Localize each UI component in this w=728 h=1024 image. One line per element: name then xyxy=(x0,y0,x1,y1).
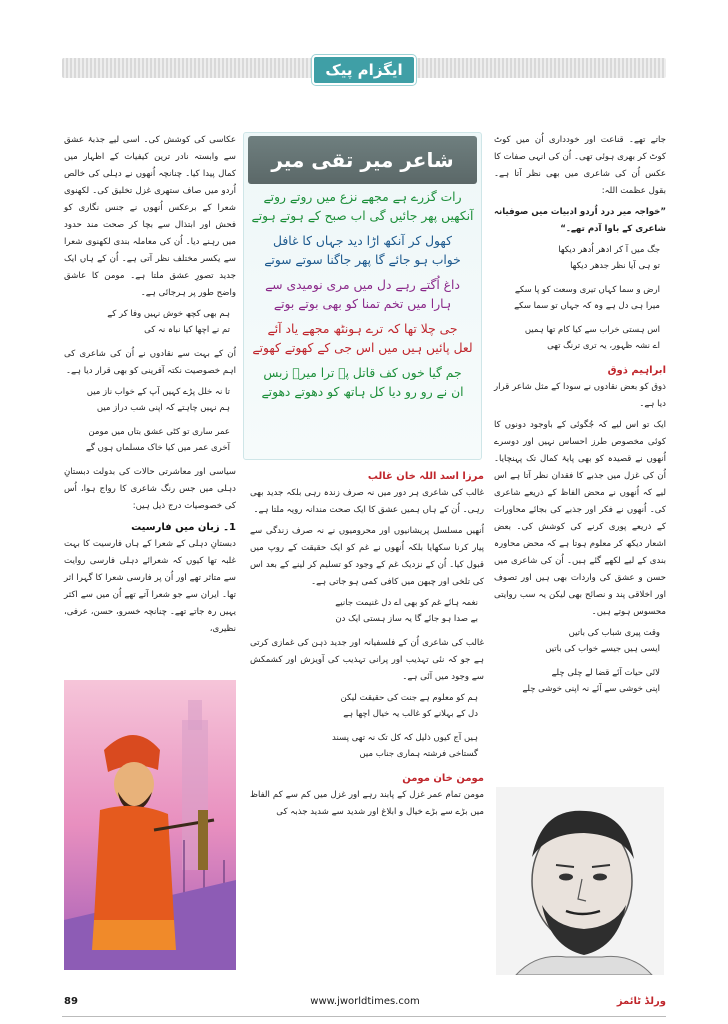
poem-line: ان نے رو رو دیا کل ہاتھ کو دھوتے دھوتے xyxy=(261,385,464,399)
paragraph: ذوق کو بعض نقادوں نے سودا کے مثل شاعر قرار دیا ہے۔ xyxy=(494,382,666,409)
verse-line: عمر ساری تو کٹی عشق بتاں میں مومن xyxy=(88,427,230,437)
verse-line: اے نشہ ظہور، یہ تری ترنگ تھی xyxy=(547,341,660,351)
verse-line: نغمہ ہائے غم کو بھی اے دل غنیمت جانیے xyxy=(335,598,478,608)
section-heading: مرزا اسد اللہ خان غالب xyxy=(367,471,484,482)
poem-line: کھول کر آنکھ اڑا دید جہاں کا غافل xyxy=(273,234,452,248)
verse-block xyxy=(494,282,666,314)
verse-line: تا نہ خلل پڑے کہیں آپ کے خواب ناز میں xyxy=(86,387,230,397)
quote: ”خواجہ میر درد اُردو ادبیات میں صوفیانہ شاعری کے باوا آدم تھے۔“ xyxy=(494,207,666,234)
verse-block xyxy=(250,595,484,627)
middle-column xyxy=(250,468,484,825)
verse-line: ہم بھی کچھ خوش نہیں وفا کر کے xyxy=(107,309,230,319)
verse-line: ہیں آج کیوں ذلیل کہ کل تک نہ تھی پسند xyxy=(332,733,478,743)
sub-heading: 1۔ زبان میں فارسیت xyxy=(131,522,236,533)
poem-lines xyxy=(248,184,477,402)
poem-line: لعل پائیں ہیں میں اس جی کے کھوتے کھوتے xyxy=(252,341,473,355)
paragraph: غالب کی شاعری اُن کے فلسفیانہ اور جدید ذہن کی غمازی کرتی ہے جو کہ نئی تہذیب اور پرانی تہذیب کی آویزش اور کشمکش سے وجود میں آئی ہے۔ xyxy=(250,638,484,682)
verse-line: دل کے بہلانے کو غالب یہ خیال اچھا ہے xyxy=(343,709,478,719)
paragraph: دبستانِ دہلی کے شعرا کے ہاں فارسیت کا بہت غلبہ تھا کیوں کہ شعرائے دہلی فارسی روایت سے متاثر تھے اور اُن پر فارسی شعرا کا گہرا اثر تھا۔ ایران سے جو شعرا آتے تھے اُن میں سے اکثر یہیں رہ جاتے تھے۔ چنانچہ خسرو، حسن، عرفی، نظیری، xyxy=(64,539,236,634)
poem-title: شاعر میر تقی میر xyxy=(248,136,477,184)
paragraph: جاتے تھے۔ قناعت اور خودداری اُن میں کوٹ کوٹ کر بھری ہوئی تھی۔ اُن کی انہی صفات کا عکس اُن کی شاعری میں بھی نظر آتا ہے۔ بقول عظمت اللہ: xyxy=(494,135,666,196)
poem-line: خواب ہو جائے گا پھر جاگنا سوتے سوتے xyxy=(264,253,461,267)
poet-portrait xyxy=(496,787,664,975)
paragraph: مومن تمام عمر غزل کے پابند رہے اور غزل میں کم سے کم الفاظ میں بڑے سے بڑے خیال و ابلاغ اور شدید سے شدید جذبہ کی xyxy=(250,790,484,817)
poem-line: آنکھیں پھر جائیں گی اب صبح کے ہوتے ہوتے xyxy=(251,209,474,223)
verse-line: آخری عمر میں کیا خاک مسلماں ہوں گے xyxy=(85,443,230,453)
verse-line: بے صدا ہو جائے گا یہ ساز ہستی ایک دن xyxy=(335,614,478,624)
verse-block xyxy=(64,424,236,456)
poem-line: داغ اُگتے رہے دل میں مری نومیدی سے xyxy=(265,278,460,292)
poem-line: جم گیا خوں کف قاتل پہ ترا میرؔ زبس xyxy=(263,366,462,380)
footer-url: www.jworldtimes.com xyxy=(310,996,420,1007)
verse-block xyxy=(494,242,666,274)
verse-line: ہم کو معلوم ہے جنت کی حقیقت لیکن xyxy=(340,693,478,703)
verse-line: وقت پیری شباب کی باتیں xyxy=(568,628,660,638)
verse-line: اس ہستی خراب سے کیا کام تھا ہمیں xyxy=(524,325,660,335)
section-heading: مومن خان مومن xyxy=(402,773,484,784)
verse-block xyxy=(64,384,236,416)
verse-line: ارض و سما کہاں تیری وسعت کو پا سکے xyxy=(514,285,660,295)
verse-line: اپنی خوشی سے آئے نہ اپنی خوشی چلے xyxy=(522,684,660,694)
footer-brand: ورلڈ ٹائمز xyxy=(616,996,666,1007)
right-column xyxy=(494,132,666,705)
verse-line: جگ میں آ کر ادھر اُدھر دیکھا xyxy=(558,245,660,255)
verse-block xyxy=(494,625,666,657)
verse-line: لائی حیات آئے قضا لے چلی چلے xyxy=(551,668,660,678)
poem-line: رات گزرے ہے مجھے نزع میں روتے روتے xyxy=(263,190,462,204)
verse-block xyxy=(250,730,484,762)
section-title: ایگزام پیک xyxy=(312,55,416,85)
paragraph: سیاسی اور معاشرتی حالات کی بدولت دبستانِ دہلی میں جس رنگ شاعری کا رواج ہوا، اُس کی خصوصیات درج ذیل ہیں: xyxy=(64,467,236,511)
featured-poem-box xyxy=(243,132,482,460)
verse-line: ایسی ہیں جیسے خواب کی باتیں xyxy=(545,644,660,654)
section-heading: ابراہیم ذوق xyxy=(607,365,666,376)
poem-line: جی چلا تھا کہ ترے ہونٹھ مجھے یاد آئے xyxy=(267,322,458,336)
footer-line xyxy=(62,1016,666,1017)
poem-line: ہارا میں تخم تمنا کو بھی بوتے بوتے xyxy=(273,297,452,311)
paragraph: غالب کی شاعری ہر دور میں نہ صرف زندہ رہی بلکہ جدید بھی رہی۔ اُن کے ہاں ہمیں عشق کا ایک صحت مندانہ رویہ ملتا ہے۔ xyxy=(250,488,484,515)
paragraph: اُنھیں مسلسل پریشانیوں اور محرومیوں نے نہ صرف زندگی سے پیار کرنا سکھایا بلکہ اُنھوں نے غم کو ایک حقیقت کے روپ میں قبول کیا۔ اُن کے نزدیک غم کے وجود کو تسلیم کر لینے کے بعد اس کی تلخی اور چبھن میں کافی کمی ہو جاتی ہے۔ xyxy=(250,526,484,587)
verse-line: ہم نہیں چاہتے کہ اپنی شب دراز میں xyxy=(96,403,230,413)
verse-block xyxy=(494,665,666,697)
mughal-poet-illustration xyxy=(64,680,236,970)
paragraph: عکاسی کی کوشش کی۔ اسی لیے جذبۂ عشق سے وابستہ نادر ترین کیفیات کے اظہار میں کمال پیدا کیا۔ چنانچہ اُنھوں نے دہلی کی خالص اُردو میں صاف ستھری غزل تخلیق کی۔ لکھنوی شعرا کے برعکس اُنھوں نے جنس نگاری کو فحش اور ابتذال سے بچا کر صحت مند حدود میں رہنے دیا۔ اُن کی معاملہ بندی لکھنوی شعرا سے یکسر مختلف نظر آتی ہے۔ اُن کے ہاں ایک جدید تصورِ عشق ملتا ہے۔ مومن کا عاشق واضح طور پر ہرجائی ہے۔ xyxy=(64,135,236,298)
paragraph: اُن کے بہت سے نقادوں نے اُن کی شاعری کی اہم خصوصیت نکتہ آفرینی کو بھی قرار دیا ہے۔ xyxy=(64,349,236,376)
paragraph: ایک تو اس لیے کہ جُگوئی کے باوجود دونوں کا کوئی مخصوص طرز احساس نہیں اور دوسرے اُنھوں نے قصیدہ کو بھی پایۂ کمال تک پہنچایا۔ اُن کی غزل میں جذبے کا فقدان نظر آتا ہے اس لیے کہ اُنھوں نے محض الفاظ کے ذریعے شاعری کی۔ اُنھوں نے فکر اور جذبے کی بجائے محاورات کے ذریعے پوری کرنے کی کوشش کی۔ بعض اشعار دیکھ کر معلوم ہوتا ہے کہ محض محاورہ بندی کے لیے لکھے گئے ہیں۔ اُن کی شاعری میں حسن و عشق کی واردات بھی ہیں اور تصوف اور اخلاقی پند و نصائح بھی لیکن یہ سب روایتی محسوس ہوتے ہیں۔ xyxy=(494,420,666,617)
verse-block xyxy=(250,690,484,722)
verse-block xyxy=(64,306,236,338)
verse-line: تو ہی آیا نظر جدھر دیکھا xyxy=(570,261,660,271)
page-number: 89 xyxy=(64,996,78,1007)
verse-line: میرا ہی دل ہے وہ کہ جہاں تو سما سکے xyxy=(514,301,660,311)
verse-line: تم نے اچھا کیا نباہ نہ کی xyxy=(144,325,230,335)
verse-block xyxy=(494,322,666,354)
verse-line: گستاخی فرشتہ ہماری جناب میں xyxy=(359,749,478,759)
left-column xyxy=(64,132,236,642)
